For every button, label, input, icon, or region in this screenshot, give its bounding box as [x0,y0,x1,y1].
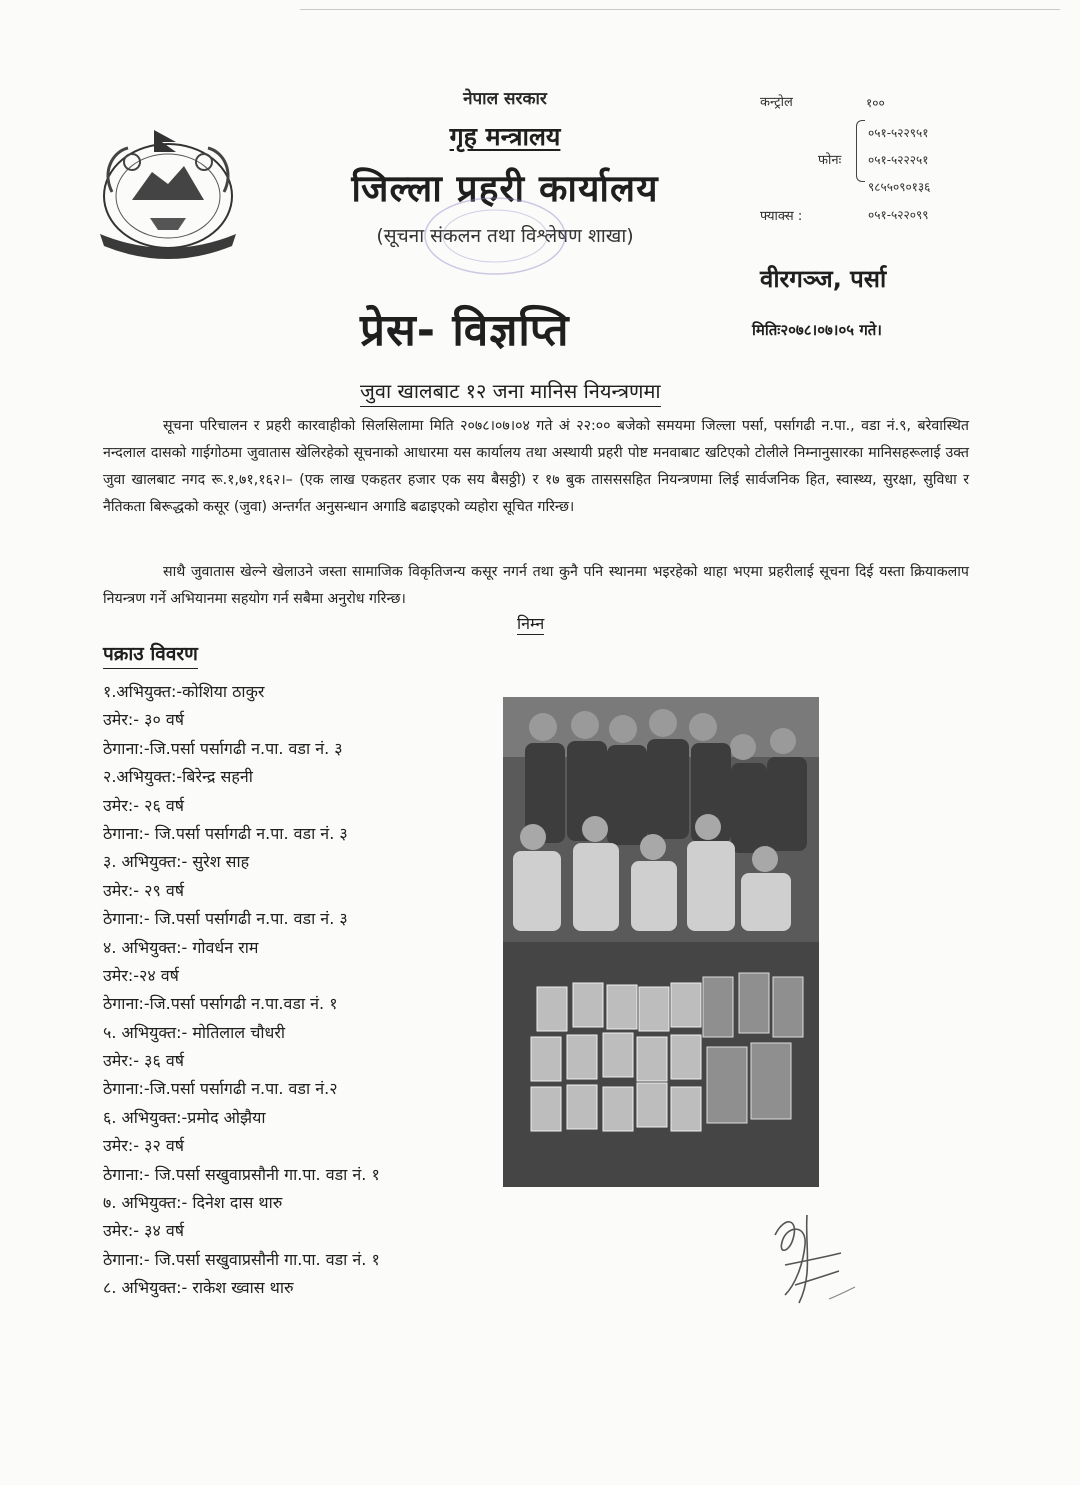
accused-list [103,678,503,1303]
accused-address: ठेगाना:- जि.पर्सा सखुवाप्रसौनी गा.पा. वडा नं. १ [103,1249,380,1269]
office-stamp-icon [420,196,570,286]
accused-address: ठेगाना:-जि.पर्सा पर्सागढी न.पा. वडा नं.२ [103,1079,338,1099]
control-number: १०० [866,96,885,110]
accused-name: ४. अभियुक्त:- गोवर्धन राम [103,937,259,957]
accused-name: ३. अभियुक्त:- सुरेश साह [103,852,250,872]
press-release-title: प्रेस- विज्ञप्ति [360,305,570,356]
fax-label: फ्याक्स : [760,209,803,224]
accused-age: उमेर:-२४ वर्ष [103,965,179,985]
release-date: मितिः२०७८।०७।०५ गते। [752,321,882,339]
accused-address: ठेगाना:- जि.पर्सा सखुवाप्रसौनी गा.पा. वडा नं. १ [103,1164,380,1184]
fax-number: ०५१-५२२०९९ [868,208,929,222]
phone-number: ०५१-५२२२५१ [868,153,929,167]
accused-age: उमेर:- ३० वर्ष [103,710,185,730]
accused-age: उमेर:- ३४ वर्ष [103,1221,185,1241]
accused-name: २.अभियुक्त:-बिरेन्द्र सहनी [103,767,253,787]
phone-brace [856,120,865,182]
accused-age: उमेर:- २६ वर्ष [103,795,185,815]
body-paragraph: साथै जुवातास खेल्ने खेलाउने जस्ता सामाजिक विकृतिजन्य कसूर नगर्न तथा कुनै पनि स्थानमा भइरहेको थाहा भएमा प्रहरीलाई सूचना दिई यस्ता क्रियाकलाप नियन्त्रण गर्ने अभियानमा सहयोग गर्न सबैमा अनुरोध गरिन्छ। [103,564,969,607]
phone-label: फोनः [818,153,842,168]
below-label: निम्न [517,614,545,633]
evidence-photo [503,697,819,1187]
accused-name: १.अभियुक्त:-कोशिया ठाकुर [103,682,265,701]
arrest-details-title: पक्राउ विवरण [103,640,198,669]
accused-name: ६. अभियुक्त:-प्रमोद ओझैया [103,1107,266,1127]
accused-name: ५. अभियुक्त:- मोतिलाल चौधरी [103,1022,286,1042]
accused-age: उमेर:- २९ वर्ष [103,880,185,900]
body-paragraph: सूचना परिचालन र प्रहरी कारवाहीको सिलसिलामा मिति २०७८।०७।०४ गते अं २२:०० बजेको समयमा जिल्ला पर्सा, पर्सागढी न.पा., वडा नं.९, बरेवास्थित नन्दलाल दासको गाईगोठमा जुवातास खेलिरहेको सूचनाको आधारमा यस कार्यालय तथा अस्थायी प्रहरी पोष्ट मनवाबाट खटिएको टोलीले निम्नानुसारका मानिसहरूलाई उक्त जुवा खालबाट नगद रू.१,७१,१६२।– (एक लाख एकहतर हजार एक सय बैसठ्ठी) र १७ बुक तासससहित नियन्त्रणमा लिई सार्वजनिक हित, स्वास्थ्य, सुरक्षा, सुविधा र नैतिकता बिरूद्धको कसूर (जुवा) अन्तर्गत अनुसन्धान अगाडि बढाइएको व्यहोरा सूचित गरिन्छ। [103,418,969,515]
accused-age: उमेर:- ३६ वर्ष [103,1051,185,1071]
ministry-name: गृह मन्त्रालय [449,122,561,151]
accused-address: ठेगाना:- जि.पर्सा पर्सागढी न.पा. वडा नं. ३ [103,823,348,843]
branch-name: (सूचना संकलन तथा विश्लेषण शाखा) [376,225,634,247]
nepal-emblem-icon [92,122,244,262]
location: वीरगञ्ज, पर्सा [760,265,887,293]
phone-number: ९८५५०९०१३६ [868,180,931,194]
accused-name: ८. अभियुक्त:- राकेश ख्वास थारु [103,1278,294,1298]
headline: जुवा खालबाट १२ जना मानिस नियन्त्रणमा [360,377,661,407]
accused-address: ठेगाना:-जि.पर्सा पर्सागढी न.पा.वडा नं. १ [103,994,338,1014]
top-rule [300,9,1060,10]
accused-address: ठेगाना:- जि.पर्सा पर्सागढी न.पा. वडा नं. ३ [103,909,348,929]
phone-number: ०५१-५२२९५१ [868,126,929,140]
control-label: कन्ट्रोल [760,95,793,110]
accused-age: उमेर:- ३२ वर्ष [103,1136,185,1156]
accused-name: ७. अभियुक्त:- दिनेश दास थारु [103,1193,283,1213]
accused-address: ठेगाना:-जि.पर्सा पर्सागढी न.पा. वडा नं. ३ [103,738,343,758]
office-name: जिल्ला प्रहरी कार्यालय [351,167,659,210]
signature-icon [755,1195,865,1315]
government-name: नेपाल सरकार [463,89,547,109]
